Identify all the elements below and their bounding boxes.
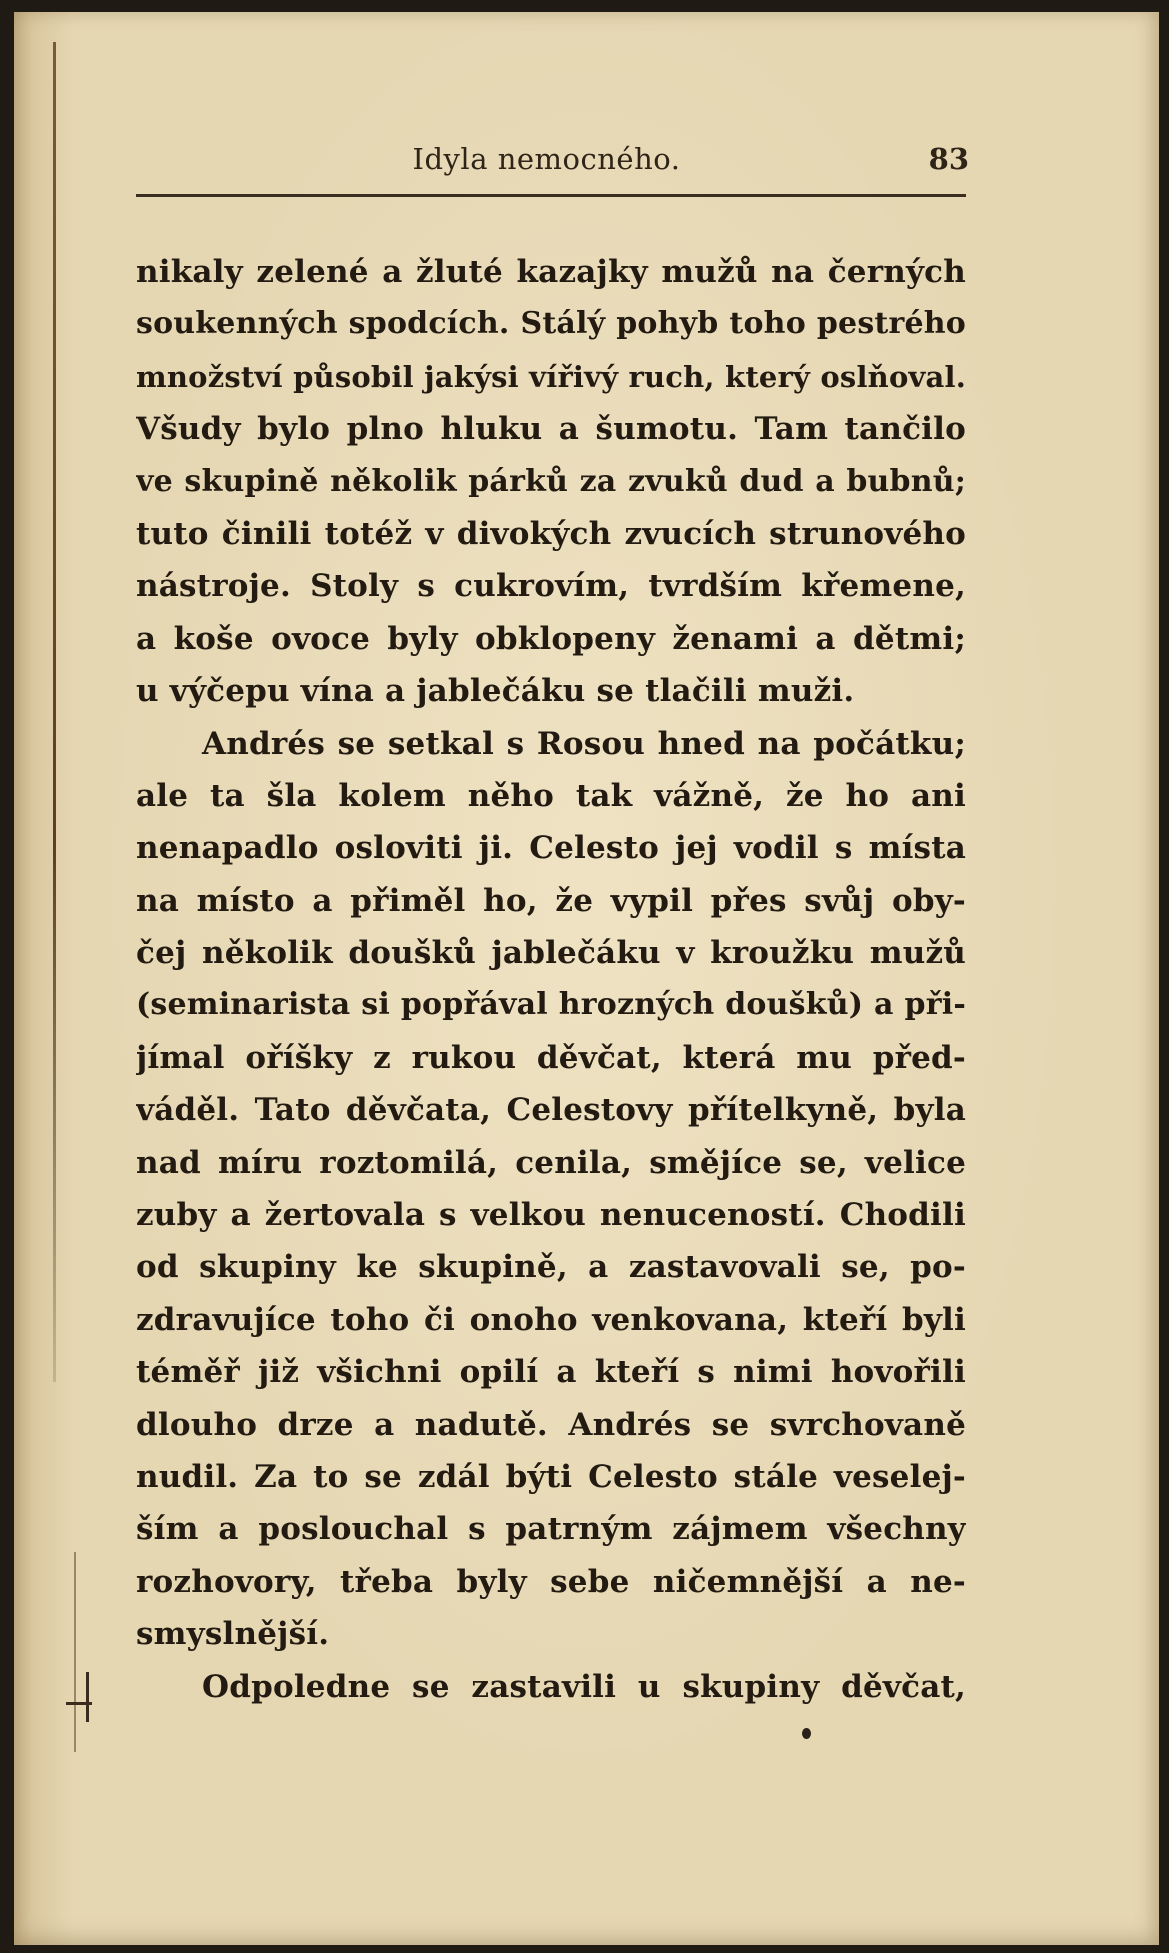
- body-text: [136, 246, 966, 1713]
- text-line: smyslnější.: [136, 1616, 330, 1653]
- gutter-shadow: [53, 42, 56, 1382]
- ink-spot: [802, 1728, 811, 1739]
- text-line: váděl. Tato děvčata, Celestovy přítelkyně, byla: [136, 1092, 966, 1129]
- text-line: čej několik doušků jablečáku v kroužku mužů: [136, 935, 966, 972]
- text-line: množství působil jakýsi vířivý ruch, který oslňoval.: [136, 359, 966, 394]
- text-line: nudil. Za to se zdál býti Celesto stále veselej-: [136, 1458, 966, 1495]
- text-line: nenapadlo osloviti ji. Celesto jej vodil s místa: [136, 830, 966, 867]
- text-line: nástroje. Stoly s cukrovím, tvrdším křemene,: [136, 568, 966, 605]
- text-line: na místo a přiměl ho, že vypil přes svůj oby-: [136, 882, 966, 919]
- text-line: zuby a žertovala s velkou nenuceností. Chodili: [136, 1197, 966, 1234]
- text-line: ším a poslouchal s patrným zájmem všechny: [136, 1511, 966, 1548]
- text-line: rozhovory, třeba byly sebe ničemnější a ne-: [136, 1563, 966, 1600]
- text-line: od skupiny ke skupině, a zastavovali se, po-: [136, 1249, 966, 1286]
- text-line: Všudy bylo plno hluku a šumotu. Tam tančilo: [136, 411, 966, 448]
- text-line: nikaly zelené a žluté kazajky mužů na černých: [136, 254, 966, 290]
- text-line: dlouho drze a nadutě. Andrés se svrchovaně: [136, 1406, 966, 1443]
- running-title: Idyla nemocného.: [412, 142, 681, 176]
- gutter-shadow-lower: [74, 1552, 76, 1752]
- header-rule: [136, 194, 966, 197]
- text-line: a koše ovoce byly obklopeny ženami a dětmi;: [136, 620, 966, 657]
- text-line: u výčepu vína a jablečáku se tlačili muži.: [136, 673, 855, 710]
- text-line: soukenných spodcích. Stálý pohyb toho pestrého: [136, 306, 966, 342]
- text-line: Odpoledne se zastavili u skupiny děvčat,: [202, 1668, 966, 1705]
- margin-mark-horizontal: [66, 1702, 92, 1705]
- page-number: 83: [928, 142, 969, 176]
- text-line: ve skupině několik párků za zvuků dud a bubnů;: [136, 463, 966, 499]
- text-line: Andrés se setkal s Rosou hned na počátku;: [202, 725, 966, 762]
- text-line: jímal oříšky z rukou děvčat, která mu před-: [136, 1039, 966, 1076]
- text-line: (seminarista si popřával hrozných doušků) a při-: [136, 987, 966, 1023]
- margin-mark: [86, 1672, 89, 1722]
- text-line: téměř již všichni opilí a kteří s nimi hovořili: [136, 1354, 966, 1391]
- text-line: zdravujíce toho či onoho venkovana, kteří byli: [136, 1301, 966, 1338]
- text-line: tuto činili totéž v divokých zvucích strunového: [136, 515, 966, 552]
- page-header: [124, 142, 969, 182]
- text-line: nad míru roztomilá, cenila, smějíce se, velice: [136, 1144, 966, 1181]
- text-line: ale ta šla kolem něho tak vážně, že ho ani: [136, 777, 966, 814]
